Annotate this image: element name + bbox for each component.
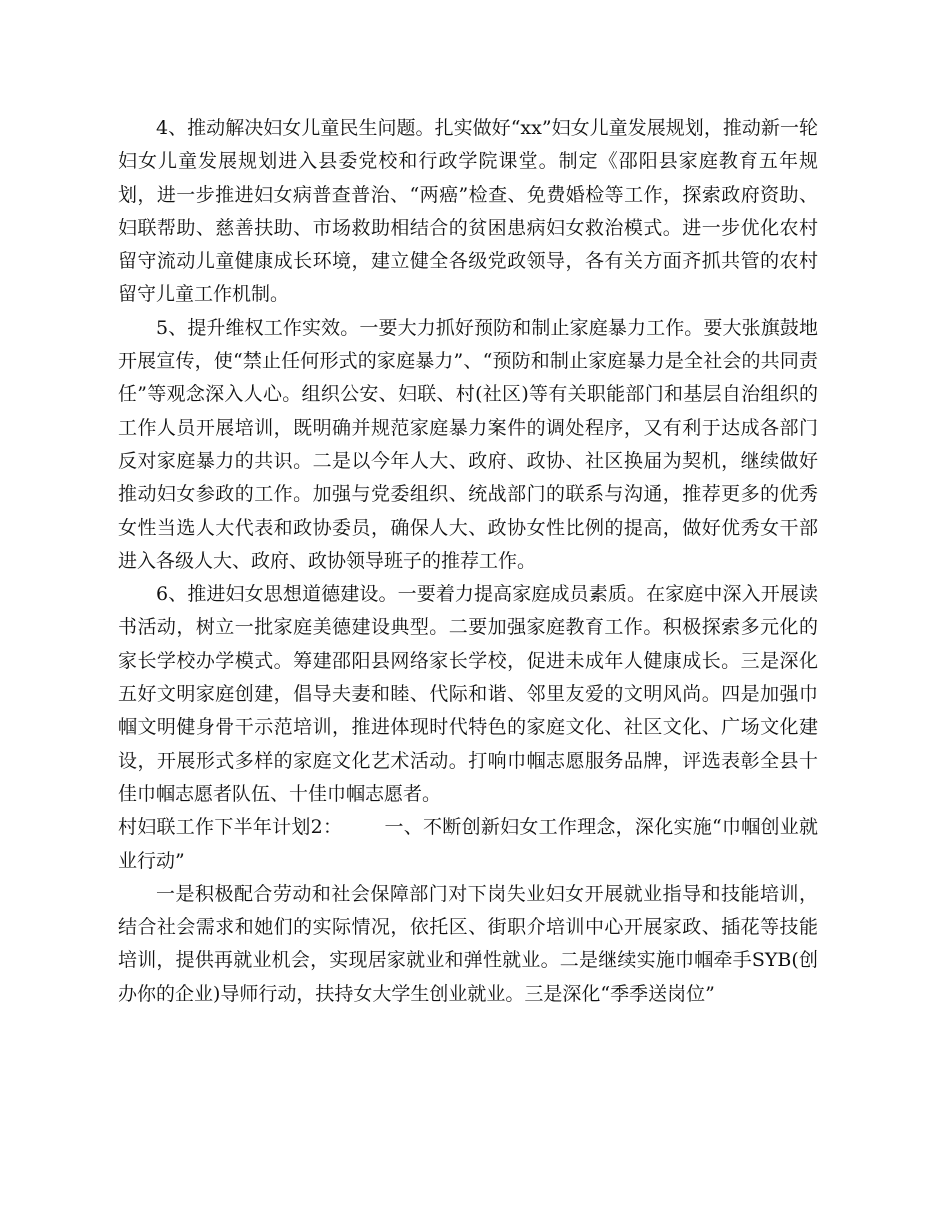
paragraph-item-5: 5、提升维权工作实效。一要大力抓好预防和制止家庭暴力工作。要大张旗鼓地开展宣传，使“禁止任何形式的家庭暴力”、“预防和制止家庭暴力是全社会的共同责任”等观念深入人心。组织公安、妇联、村(社区)等有关职能部门和基层自治组织的工作人员开展培训，既明确并规范家庭暴力案件的调处程序，又有利于达成各部门反对家庭暴力的共识。二是以今年人大、政府、政协、社区换届为契机，继续做好推动妇女参政的工作。加强与党委组织、统战部门的联系与沟通，推荐更多的优秀女性当选人大代表和政协委员，确保人大、政协女性比例的提高，做好优秀女干部进入各级人大、政府、政协领导班子的推荐工作。 xyxy=(118,316,818,572)
paragraph-item-4: 4、推动解决妇女儿童民生问题。扎实做好“xx”妇女儿童发展规划，推动新一轮妇女儿童发展规划进入县委党校和行政学院课堂。制定《邵阳县家庭教育五年规划，进一步推进妇女病普查普治、“两癌”检查、免费婚检等工作，探索政府资助、妇联帮助、慈善扶助、市场救助相结合的贫困患病妇女救治模式。进一步优化农村留守流动儿童健康成长环境，建立健全各级党政领导，各有关方面齐抓共管的农村留守儿童工作机制。 xyxy=(118,117,818,306)
document-body xyxy=(118,112,818,1011)
section-title: 村妇联工作下半年计划2： xyxy=(118,816,343,839)
section-subtitle: 一、不断创新妇女工作理念，深化实施“巾帼创业就业行动” xyxy=(118,816,819,872)
paragraph-item-6: 6、推进妇女思想道德建设。一要着力提高家庭成员素质。在家庭中深入开展读书活动，树立一批家庭美德建设典型。二要加强家庭教育工作。积极探索多元化的家长学校办学模式。筹建邵阳县网络家长学校，促进未成年人健康成长。三是深化五好文明家庭创建，倡导夫妻和睦、代际和谐、邻里友爱的文明风尚。四是加强巾帼文明健身骨干示范培训，推进体现时代特色的家庭文化、社区文化、广场文化建设，开展形式多样的家庭文化艺术活动。打响巾帼志愿服务品牌，评选表彰全县十佳巾帼志愿者队伍、十佳巾帼志愿者。 xyxy=(118,583,818,805)
paragraph-employment: 一是积极配合劳动和社会保障部门对下岗失业妇女开展就业指导和技能培训，结合社会需求和她们的实际情况，依托区、街职介培训中心开展家政、插花等技能培训，提供再就业机会，实现居家就业和弹性就业。二是继续实施巾帼牵手SYB(创办你的企业)导师行动，扶持女大学生创业就业。三是深化“季季送岗位” xyxy=(118,882,818,1005)
section-heading xyxy=(118,811,818,878)
